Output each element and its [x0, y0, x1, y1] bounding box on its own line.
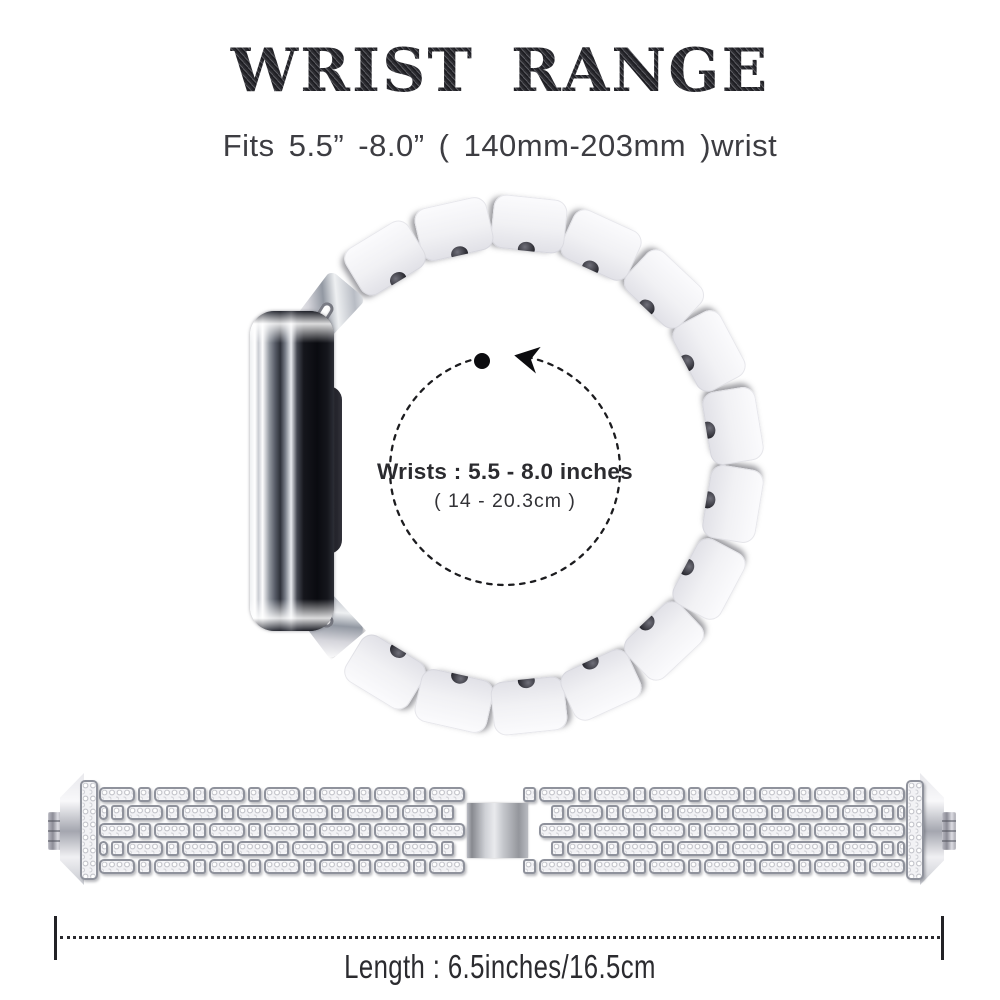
rhinestone-link [248, 823, 261, 838]
rhinestone-link [677, 805, 713, 820]
rhinestone-link [358, 787, 371, 802]
rhinestone-link [154, 823, 190, 838]
rhinestone-link [881, 841, 894, 856]
rhinestone-link [661, 805, 674, 820]
rhinestone-link [127, 805, 163, 820]
rhinestone-link [138, 859, 151, 874]
rhinestone-link [826, 805, 839, 820]
rhinestone-link [331, 805, 344, 820]
rhinestone-link [677, 841, 713, 856]
band-link [490, 675, 569, 736]
rhinestone-link [523, 859, 536, 874]
rhinestone-link [814, 787, 850, 802]
rhinestone-link [897, 841, 905, 856]
rhinestone-link [787, 805, 823, 820]
rhinestone-link [853, 859, 866, 874]
rhinestone-link [716, 841, 729, 856]
rhinestone-link [578, 859, 591, 874]
rhinestone-link [193, 859, 206, 874]
rhinestone-link [264, 823, 300, 838]
rhinestone-link [539, 859, 575, 874]
rhinestone-link [237, 805, 273, 820]
ruler-tick-right [941, 916, 944, 960]
rhinestone-link [402, 841, 438, 856]
rhinestone-link [209, 859, 245, 874]
rhinestone-link [441, 805, 454, 820]
rhinestone-link [716, 805, 729, 820]
rhinestone-link [732, 805, 768, 820]
rhinestone-link [688, 859, 701, 874]
rhinestone-link [771, 841, 784, 856]
band-lug-tab-right [942, 812, 956, 850]
rhinestone-link [649, 787, 685, 802]
rhinestone-link [539, 787, 575, 802]
wrist-size-text [335, 459, 675, 513]
band-lug-tab-left [48, 812, 62, 850]
rhinestone-link [154, 859, 190, 874]
rhinestone-link [319, 787, 355, 802]
rhinestone-link [814, 859, 850, 874]
arrow-left-icon [512, 343, 541, 373]
rhinestone-link [429, 823, 465, 838]
rhinestone-link [99, 787, 135, 802]
rhinestone-link [429, 787, 465, 802]
rhinestone-link [347, 805, 383, 820]
rhinestone-link [264, 859, 300, 874]
rhinestone-link [358, 823, 371, 838]
rhinestone-link [182, 805, 218, 820]
rhinestone-link [826, 841, 839, 856]
rhinestone-link [622, 805, 658, 820]
rhinestone-link [567, 841, 603, 856]
rhinestone-link [99, 823, 135, 838]
rhinestone-link [99, 841, 108, 856]
rhinestone-link [127, 841, 163, 856]
rhinestone-link [374, 859, 410, 874]
rhinestone-link [622, 841, 658, 856]
rhinestone-link [193, 787, 206, 802]
rhinestone-link [276, 841, 289, 856]
rhinestone-link [413, 787, 426, 802]
rhinestone-link [661, 841, 674, 856]
rhinestone-link [567, 805, 603, 820]
rhinestone-link [633, 859, 646, 874]
band-clasp [467, 803, 528, 858]
rhinestone-link [594, 823, 630, 838]
rhinestone-link [358, 859, 371, 874]
rhinestone-link [166, 805, 179, 820]
rhinestone-link [853, 823, 866, 838]
ruler-dotted-line [60, 936, 940, 939]
rhinestone-link [869, 859, 905, 874]
rhinestone-link [221, 805, 234, 820]
rhinestone-link [606, 805, 619, 820]
rhinestone-link [374, 823, 410, 838]
rhinestone-link [633, 787, 646, 802]
rhinestone-link [99, 859, 135, 874]
rhinestone-link [166, 841, 179, 856]
rhinestone-link [814, 823, 850, 838]
rhinestone-link [209, 787, 245, 802]
page-title: WRIST RANGE [0, 38, 1000, 104]
rhinestone-link [386, 805, 399, 820]
rhinestone-link [276, 805, 289, 820]
rhinestone-link [649, 823, 685, 838]
rhinestone-link [441, 841, 454, 856]
rhinestone-link [551, 841, 564, 856]
rhinestone-link [402, 805, 438, 820]
rhinestone-link [853, 787, 866, 802]
dot-icon [474, 353, 490, 369]
rhinestone-link [111, 805, 124, 820]
rhinestone-link [303, 859, 316, 874]
band-link [490, 194, 569, 255]
rhinestone-link [303, 787, 316, 802]
rhinestone-link [606, 841, 619, 856]
rhinestone-link [319, 823, 355, 838]
rhinestone-link [523, 787, 536, 802]
band-link [700, 463, 765, 545]
rhinestone-link [138, 823, 151, 838]
rhinestone-link [594, 859, 630, 874]
rhinestone-link [732, 841, 768, 856]
rhinestone-link [99, 805, 108, 820]
band-end-bar-right [906, 780, 924, 880]
rhinestone-link [743, 823, 756, 838]
rhinestone-link [759, 787, 795, 802]
ruler-tick-left [54, 916, 57, 960]
rhinestone-link [798, 859, 811, 874]
rhinestone-link [798, 787, 811, 802]
rhinestone-link [704, 859, 740, 874]
rhinestone-link [743, 787, 756, 802]
fit-range-subtitle: Fits 5.5” -8.0” ( 140mm-203mm )wrist [222, 128, 778, 163]
rhinestone-link [386, 841, 399, 856]
rhinestone-link [787, 841, 823, 856]
rhinestone-link [429, 859, 465, 874]
watch-case-side [250, 311, 334, 631]
rhinestone-link [688, 787, 701, 802]
rhinestone-link [842, 841, 878, 856]
rhinestone-link [594, 787, 630, 802]
rhinestone-link [842, 805, 878, 820]
rhinestone-link [292, 841, 328, 856]
rhinestone-link [539, 823, 575, 838]
rhinestone-link [633, 823, 646, 838]
rhinestone-link [331, 841, 344, 856]
rhinestone-link [869, 823, 905, 838]
rhinestone-link [881, 805, 894, 820]
rhinestone-link [413, 823, 426, 838]
rhinestone-link [897, 805, 905, 820]
rhinestone-link [182, 841, 218, 856]
rhinestone-link [869, 787, 905, 802]
rhinestone-link [798, 823, 811, 838]
wrist-range-inches: Wrists : 5.5 - 8.0 inches [377, 459, 633, 484]
rhinestone-link [264, 787, 300, 802]
rhinestone-link [551, 805, 564, 820]
rhinestone-link [649, 859, 685, 874]
rhinestone-link [292, 805, 328, 820]
rhinestone-link [743, 859, 756, 874]
rhinestone-link [759, 823, 795, 838]
rhinestone-link [578, 787, 591, 802]
rhinestone-link [154, 787, 190, 802]
length-label: Length : 6.5inches/16.5cm [344, 948, 656, 985]
rhinestone-link [347, 841, 383, 856]
rhinestone-link [248, 787, 261, 802]
rhinestone-link [248, 859, 261, 874]
band-link [412, 667, 496, 736]
rhinestone-link [193, 823, 206, 838]
rhinestone-link [578, 823, 591, 838]
rhinestone-link [413, 859, 426, 874]
rhinestone-link [771, 805, 784, 820]
rhinestone-link [221, 841, 234, 856]
rhinestone-link [704, 787, 740, 802]
rhinestone-link [704, 823, 740, 838]
wrist-range-cm: ( 14 - 20.3cm ) [434, 490, 576, 512]
rhinestone-link [209, 823, 245, 838]
rhinestone-link [759, 859, 795, 874]
rhinestone-link [688, 823, 701, 838]
rhinestone-link [319, 859, 355, 874]
rhinestone-link [303, 823, 316, 838]
band-end-bar-left [80, 780, 98, 880]
rhinestone-link [111, 841, 124, 856]
band-link [700, 385, 765, 467]
rhinestone-link [237, 841, 273, 856]
rhinestone-link [138, 787, 151, 802]
rhinestone-link [374, 787, 410, 802]
